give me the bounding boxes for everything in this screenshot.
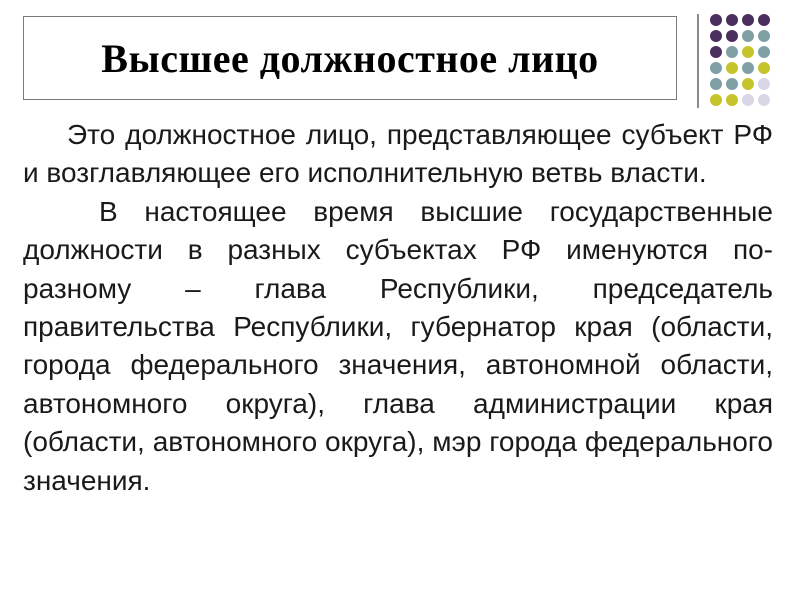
- decor-divider-line: [697, 14, 699, 108]
- decor-dot: [710, 62, 722, 74]
- paragraph-1: Это должностное лицо, представляющее субъект РФ и возглавляющее его исполнительную ветвь власти.: [23, 119, 773, 189]
- decor-dot: [726, 78, 738, 90]
- decor-dot: [726, 62, 738, 74]
- decor-dot: [742, 30, 754, 42]
- decor-dot: [758, 46, 770, 58]
- decor-dot-grid: [710, 14, 790, 108]
- decor-dot: [710, 78, 722, 90]
- decor-dot: [758, 62, 770, 74]
- decor-dot: [726, 94, 738, 106]
- decor-dot: [710, 46, 722, 58]
- slide-body: [23, 116, 773, 500]
- decor-dot: [742, 94, 754, 106]
- paragraph-2: В настоящее время высшие государственные должности в разных субъектах РФ именуются по-разному – глава Республики, председатель правительства Республики, губернатор края (области, города федерального значения, автономной области, автономного округа), глава администрации края (области, автономного округа), мэр города федерального значения.: [23, 195, 773, 496]
- title-box: [23, 16, 677, 100]
- decor-dot: [758, 30, 770, 42]
- decor-dot: [758, 94, 770, 106]
- decor-dot: [710, 14, 722, 26]
- decor-dot: [742, 14, 754, 26]
- decor-dot: [758, 14, 770, 26]
- slide-title: Высшее должностное лицо: [101, 35, 599, 81]
- decor-dot: [742, 62, 754, 74]
- decor-dot: [726, 46, 738, 58]
- decor-dot: [742, 46, 754, 58]
- decor-dot: [758, 78, 770, 90]
- decor-dot: [710, 30, 722, 42]
- decor-dot: [742, 78, 754, 90]
- decor-dot: [710, 94, 722, 106]
- decor-dot: [726, 30, 738, 42]
- decor-dot: [726, 14, 738, 26]
